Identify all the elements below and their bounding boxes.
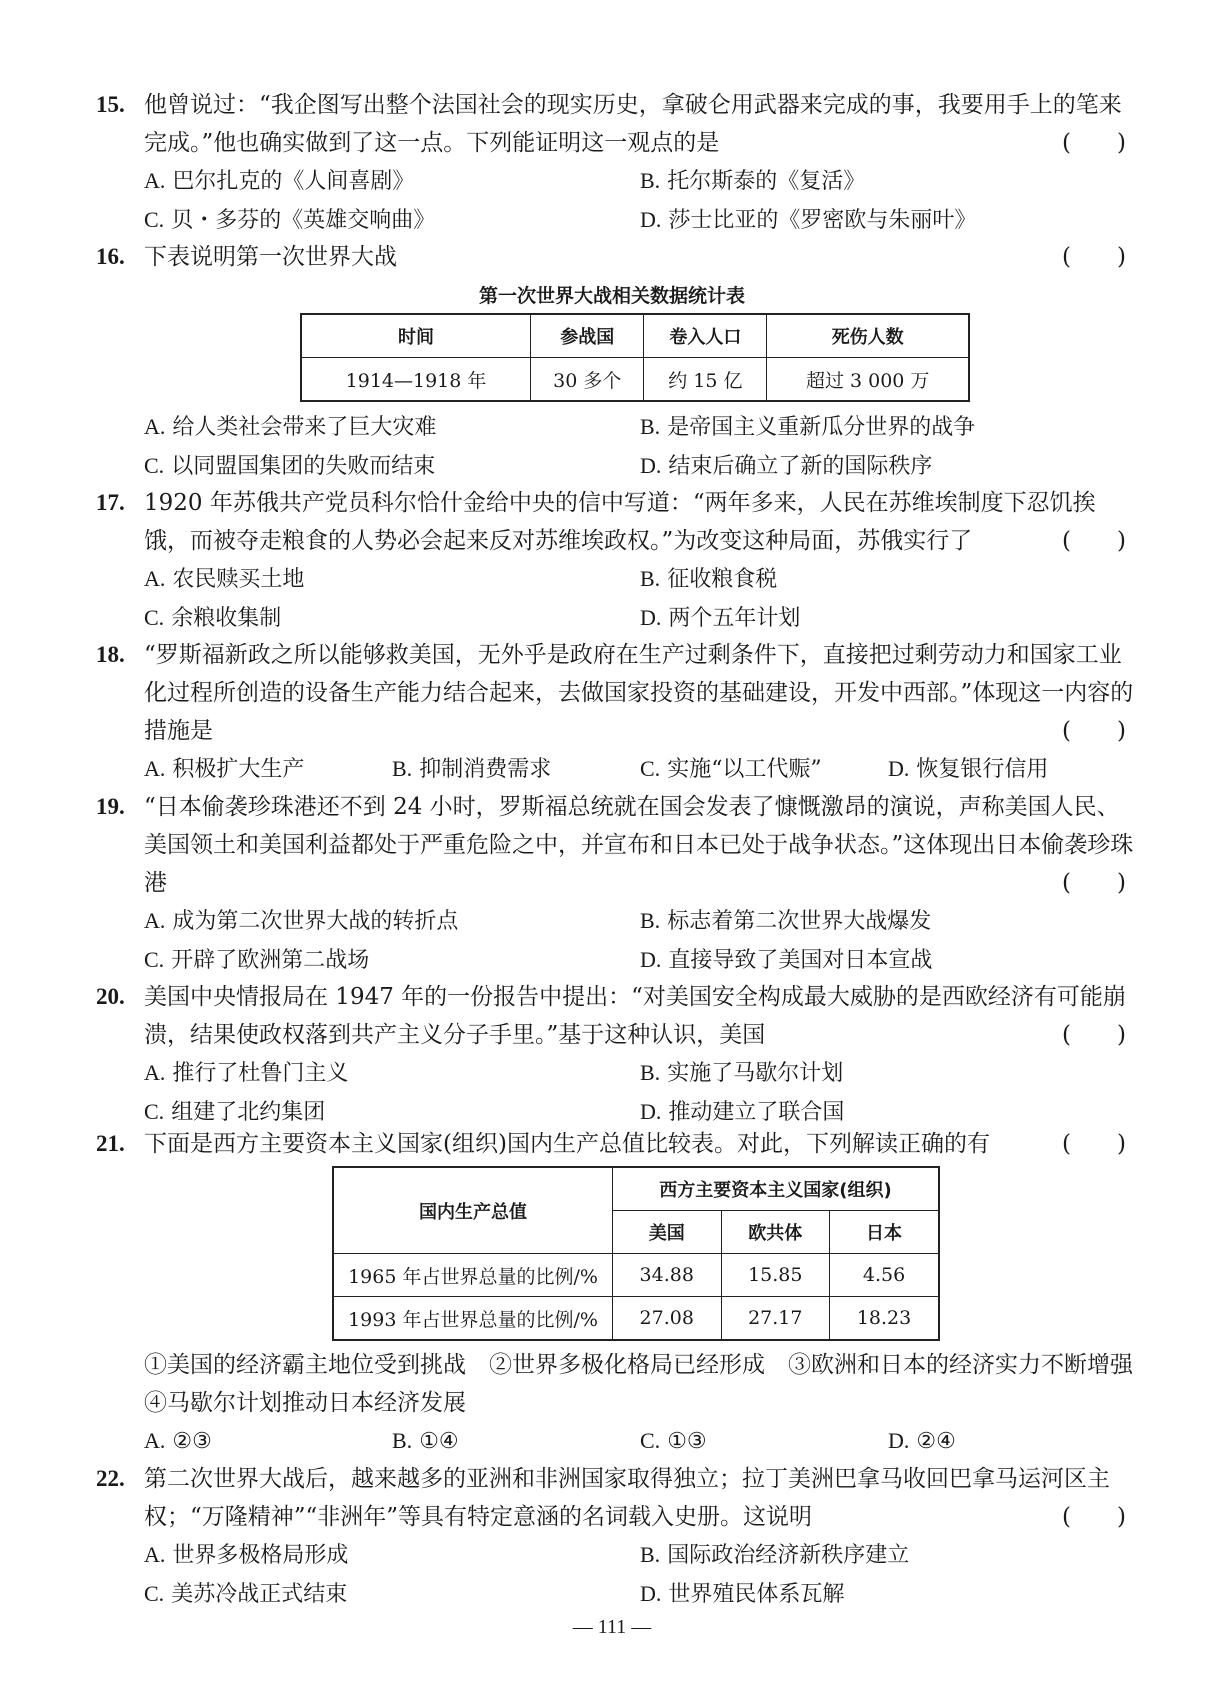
option-a: A. 积极扩大生产 (144, 756, 305, 782)
question-text: 下表说明第一次世界大战 (144, 244, 397, 270)
option-c: C. ①③ (640, 1428, 707, 1454)
table-cell: 4.56 (830, 1254, 939, 1297)
table-header: 欧共体 (721, 1211, 830, 1254)
option-c: C. 开辟了欧洲第二战场 (144, 947, 370, 973)
question-number: 16. (96, 244, 125, 269)
table-header: 国内生产总值 (333, 1167, 613, 1254)
question-20 (96, 978, 1136, 1132)
wwi-data-table (300, 313, 970, 402)
question-18 (96, 636, 1136, 789)
option-c: C. 以同盟国集团的失败而结束 (144, 453, 436, 479)
table-row-label: 1993 年占世界总量的比例/% (333, 1297, 613, 1341)
answer-paren: ( ) (1062, 718, 1126, 744)
question-21 (96, 1125, 1136, 1163)
question-text: “罗斯福新政之所以能够救美国，无外乎是政府在生产过剩条件下，直接把过剩劳动力和国家工业化过程所创造的设备生产能力结合起来，去做国家投资的基础建设，开发中西部。”体现这一内容的措施是 (144, 642, 1134, 744)
answer-paren: ( ) (1062, 528, 1126, 554)
table-cell: 15.85 (721, 1254, 830, 1297)
answer-paren: ( ) (1062, 130, 1126, 156)
question-21-statements (96, 1346, 1156, 1461)
option-c: C. 贝・多芬的《英雄交响曲》 (144, 207, 436, 233)
option-c: C. 组建了北约集团 (144, 1099, 326, 1125)
option-c: C. 美苏冷战正式结束 (144, 1581, 348, 1607)
question-19 (96, 788, 1136, 980)
option-b: B. 实施了马歇尔计划 (640, 1060, 844, 1086)
question-15 (96, 86, 1136, 240)
option-b: B. 是帝国主义重新瓜分世界的战争 (640, 414, 976, 440)
option-d: D. 两个五年计划 (640, 605, 801, 631)
question-number: 18. (96, 642, 125, 667)
question-16 (96, 238, 1136, 276)
question-stem (96, 1125, 1136, 1163)
table-cell: 1914—1918 年 (301, 358, 531, 402)
option-d: D. 结束后确立了新的国际秩序 (640, 453, 933, 479)
table-cell: 30 多个 (531, 358, 644, 402)
option-a: A. 成为第二次世界大战的转折点 (144, 908, 459, 934)
question-text: 他曾说过：“我企图写出整个法国社会的现实历史，拿破仑用武器来完成的事，我要用手上的笔来完成。”他也确实做到了这一点。下列能证明这一观点的是 (144, 92, 1122, 156)
option-c: C. 余粮收集制 (144, 605, 282, 631)
option-b: B. 征收粮食税 (640, 566, 778, 592)
question-16-options (96, 408, 1136, 486)
option-a: A. 推行了杜鲁门主义 (144, 1060, 349, 1086)
table-cell: 27.08 (613, 1297, 722, 1341)
option-a: A. 给人类社会带来了巨大灾难 (144, 414, 437, 440)
answer-paren: ( ) (1062, 870, 1126, 896)
table-cell: 18.23 (830, 1297, 939, 1341)
question-stem (96, 484, 1136, 560)
option-d: D. 恢复银行信用 (888, 756, 1049, 782)
option-b: B. ①④ (392, 1428, 459, 1454)
question-stem (96, 788, 1136, 902)
statements-text: ①美国的经济霸主地位受到挑战 ②世界多极化格局已经形成 ③欧洲和日本的经济实力不断增强 ④马歇尔计划推动日本经济发展 (144, 1352, 1156, 1416)
question-text: “日本偷袭珍珠港还不到 24 小时，罗斯福总统就在国会发表了慷慨激昂的演说，声称美国人民、美国领土和美国利益都处于严重危险之中，并宣布和日本已处于战争状态。”这体现出日本偷袭珍珠港 (144, 794, 1134, 896)
option-d: D. 莎士比亚的《罗密欧与朱丽叶》 (640, 207, 977, 233)
option-d: D. 推动建立了联合国 (640, 1099, 845, 1125)
question-stem (96, 1460, 1136, 1536)
question-stem (96, 978, 1136, 1054)
gdp-comparison-table (332, 1166, 940, 1341)
option-c: C. 实施“以工代赈” (640, 756, 822, 782)
table-header-group: 西方主要资本主义国家(组织) (613, 1167, 940, 1211)
question-stem (96, 636, 1136, 750)
answer-paren: ( ) (1062, 1131, 1126, 1157)
answer-paren: ( ) (1062, 1504, 1126, 1530)
table-header: 美国 (613, 1211, 722, 1254)
table-cell: 34.88 (613, 1254, 722, 1297)
question-22 (96, 1460, 1136, 1614)
question-text: 美国中央情报局在 1947 年的一份报告中提出：“对美国安全构成最大威胁的是西欧经济有可能崩溃，结果使政权落到共产主义分子手里。”基于这种认识，美国 (144, 984, 1126, 1048)
option-a: A. ②③ (144, 1428, 212, 1454)
table-header: 时间 (301, 314, 531, 358)
option-d: D. 直接导致了美国对日本宣战 (640, 947, 933, 973)
option-b: B. 抑制消费需求 (392, 756, 552, 782)
table-header: 卷入人口 (644, 314, 767, 358)
question-number: 22. (96, 1466, 125, 1491)
table-header: 死伤人数 (767, 314, 969, 358)
question-text: 第二次世界大战后，越来越多的亚洲和非洲国家取得独立；拉丁美洲巴拿马收回巴拿马运河区主权；“万隆精神”“非洲年”等具有特定意涵的名词载入史册。这说明 (144, 1466, 1110, 1530)
option-b: B. 标志着第二次世界大战爆发 (640, 908, 932, 934)
question-17 (96, 484, 1136, 638)
option-d: D. ②④ (888, 1428, 956, 1454)
question-number: 15. (96, 92, 125, 117)
answer-paren: ( ) (1062, 244, 1126, 270)
answer-paren: ( ) (1062, 1022, 1126, 1048)
page-number: — 111 — (572, 1616, 652, 1638)
option-a: A. 巴尔扎克的《人间喜剧》 (144, 168, 415, 194)
table-header: 参战国 (531, 314, 644, 358)
option-d: D. 世界殖民体系瓦解 (640, 1581, 845, 1607)
option-b: B. 国际政治经济新秩序建立 (640, 1542, 910, 1568)
table-row-label: 1965 年占世界总量的比例/% (333, 1254, 613, 1297)
table-cell: 超过 3 000 万 (767, 358, 969, 402)
question-number: 19. (96, 794, 125, 819)
table-cell: 27.17 (721, 1297, 830, 1341)
question-number: 21. (96, 1131, 125, 1156)
question-number: 20. (96, 984, 125, 1009)
question-stem (96, 238, 1136, 276)
table-caption: 第一次世界大战相关数据统计表 (478, 285, 745, 307)
table-header: 日本 (830, 1211, 939, 1254)
question-stem (96, 86, 1136, 162)
question-number: 17. (96, 490, 125, 515)
option-a: A. 世界多极格局形成 (144, 1542, 349, 1568)
option-b: B. 托尔斯泰的《复活》 (640, 168, 866, 194)
question-text: 下面是西方主要资本主义国家(组织)国内生产总值比较表。对此，下列解读正确的有 (144, 1131, 990, 1157)
question-text: 1920 年苏俄共产党员科尔恰什金给中央的信中写道：“两年多来，人民在苏维埃制度下忍饥挨饿，而被夺走粮食的人势必会起来反对苏维埃政权。”为改变这种局面，苏俄实行了 (144, 490, 1096, 554)
table-cell: 约 15 亿 (644, 358, 767, 402)
option-a: A. 农民赎买土地 (144, 566, 305, 592)
